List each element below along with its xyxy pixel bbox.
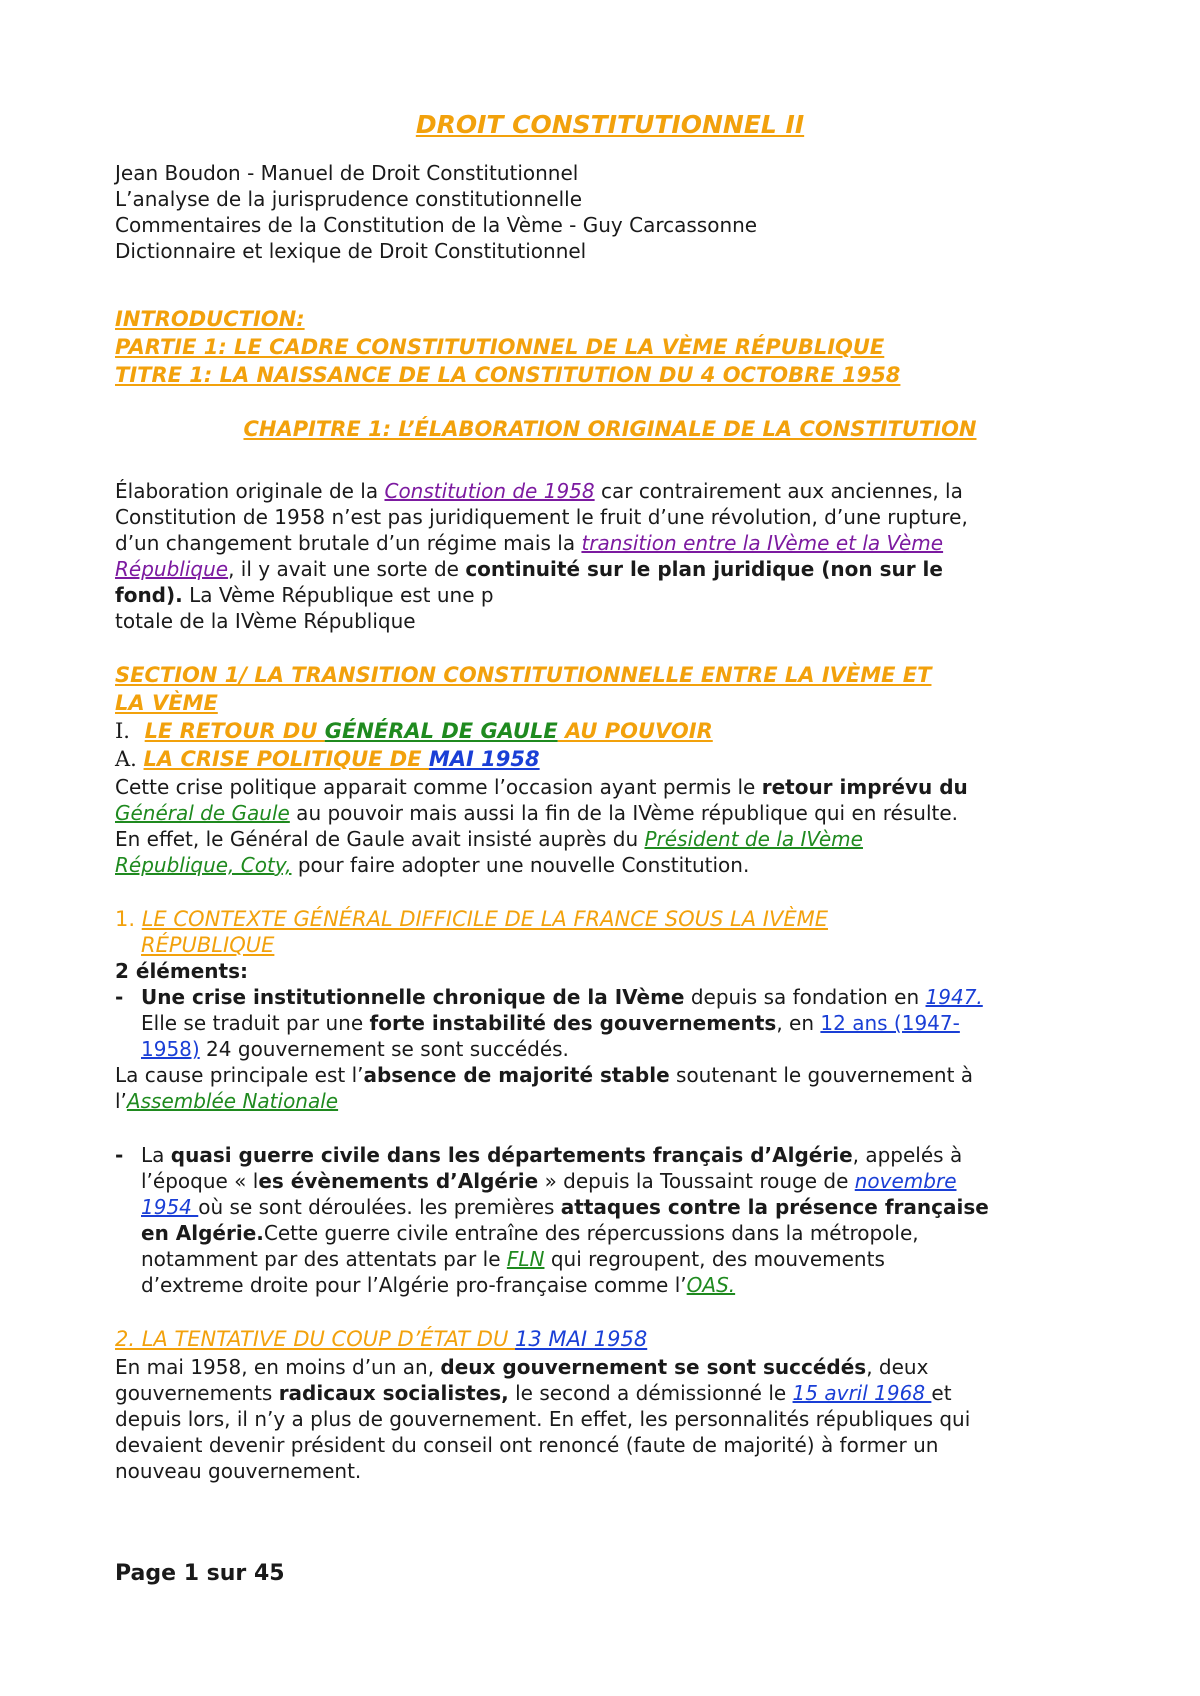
reference-2: L’analyse de la jurisprudence constitutionnelle: [115, 187, 583, 211]
reference-3: Commentaires de la Constitution de la Vème - Guy Carcassonne: [115, 213, 758, 237]
heading-section-1-cont: LA VÈME: [115, 691, 218, 715]
bullet-2-line: 1954 où se sont déroulées. les premières attaques contre la présence française: [141, 1195, 989, 1219]
reference-1: Jean Boudon - Manuel de Droit Constitutionnel: [115, 161, 579, 185]
paragraph-line: République, il y avait une sorte de continuité sur le plan juridique (non sur le: [115, 557, 943, 581]
paragraph-line: nouveau gouvernement.: [115, 1459, 362, 1483]
paragraph-line: d’un changement brutale d’un régime mais la transition entre la IVème et la Vème: [115, 531, 944, 555]
link-president-ivieme[interactable]: Président de la IVème: [644, 827, 863, 851]
paragraph-line: La cause principale est l’absence de majorité stable soutenant le gouvernement à: [115, 1063, 974, 1087]
link-15-avril-1968[interactable]: 15 avril 1968: [792, 1381, 932, 1405]
reference-4: Dictionnaire et lexique de Droit Constitutionnel: [115, 239, 587, 263]
bullet-2-line: notamment par des attentats par le FLN qui regroupent, des mouvements: [141, 1247, 885, 1271]
bullet-2: - La quasi guerre civile dans les départements français d’Algérie, appelés à: [115, 1143, 963, 1167]
paragraph-line: totale de la IVème République: [115, 609, 416, 633]
link-1947[interactable]: 1947.: [925, 985, 983, 1009]
heading-section-1: SECTION 1/ LA TRANSITION CONSTITUTIONNELLE ENTRE LA IVÈME ET: [115, 663, 932, 687]
paragraph-line: Constitution de 1958 n’est pas juridiquement le fruit d’une révolution, d’une rupture,: [115, 505, 968, 529]
heading-partie-1: PARTIE 1: LE CADRE CONSTITUTIONNEL DE LA VÈME RÉPUBLIQUE: [115, 335, 885, 359]
bullet-1-line: 1958) 24 gouvernement se sont succédés.: [141, 1037, 569, 1061]
link-republique-coty[interactable]: République, Coty,: [115, 853, 292, 877]
bullet-2-line: l’époque « les évènements d’Algérie » depuis la Toussaint rouge de novembre: [141, 1169, 957, 1193]
heading-subsection-1: 1. LE CONTEXTE GÉNÉRAL DIFFICILE DE LA FRANCE SOUS LA IVÈME: [115, 907, 828, 931]
link-oas[interactable]: OAS.: [686, 1273, 736, 1297]
bullet-dash: -: [115, 985, 124, 1009]
paragraph-line: l’Assemblée Nationale: [115, 1089, 339, 1113]
heading-i: I. LE RETOUR DU GÉNÉRAL DE GAULE AU POUVOIR: [115, 719, 713, 743]
link-fln[interactable]: FLN: [506, 1247, 545, 1271]
link-constitution-1958[interactable]: Constitution de 1958: [384, 479, 595, 503]
link-general-de-gaule-heading[interactable]: GÉNÉRAL DE GAULE: [324, 719, 558, 743]
paragraph-line: gouvernements radicaux socialistes, le second a démissionné le 15 avril 1968 et: [115, 1381, 952, 1405]
document-title: DROIT CONSTITUTIONNEL II: [415, 110, 805, 139]
link-1958[interactable]: 1958): [141, 1037, 200, 1061]
link-assemblee-nationale[interactable]: Assemblée Nationale: [126, 1089, 339, 1113]
link-mai-1958[interactable]: MAI 1958: [428, 747, 540, 771]
elements-count: 2 éléments:: [115, 959, 248, 983]
paragraph-line: devaient devenir président du conseil ont renoncé (faute de majorité) à former un: [115, 1433, 939, 1457]
heading-a: A. LA CRISE POLITIQUE DE MAI 1958: [115, 747, 540, 771]
heading-chapitre-1: CHAPITRE 1: L’ÉLABORATION ORIGINALE DE LA CONSTITUTION: [243, 417, 977, 441]
paragraph-line: Général de Gaule au pouvoir mais aussi la fin de la IVème république qui en résulte.: [115, 801, 959, 825]
link-1954[interactable]: 1954: [141, 1195, 199, 1219]
bullet-1-line: Elle se traduit par une forte instabilité des gouvernements, en 12 ans (1947-: [141, 1011, 960, 1035]
paragraph-line: fond). La Vème République est une p: [115, 583, 494, 607]
paragraph-line: depuis lors, il n’y a plus de gouvernement. En effet, les personnalités républiques qui: [115, 1407, 971, 1431]
bullet-2-line: d’extreme droite pour l’Algérie pro-française comme l’OAS.: [141, 1273, 736, 1297]
link-12-ans[interactable]: 12 ans (1947-: [820, 1011, 960, 1035]
heading-subsection-1-cont: RÉPUBLIQUE: [141, 933, 275, 957]
paragraph-line: En effet, le Général de Gaule avait insisté auprès du Président de la IVème: [115, 827, 863, 851]
link-general-de-gaule[interactable]: Général de Gaule: [115, 801, 290, 825]
link-13-mai-1958[interactable]: 13 MAI 1958: [515, 1327, 648, 1351]
paragraph-line: Élaboration originale de la Constitution de 1958 car contrairement aux anciennes, la: [115, 479, 963, 503]
link-novembre[interactable]: novembre: [854, 1169, 957, 1193]
heading-introduction: INTRODUCTION:: [115, 307, 305, 331]
page-number: Page 1 sur 45: [115, 1561, 285, 1586]
bullet-2-line: en Algérie.Cette guerre civile entraîne des répercussions dans la métropole,: [141, 1221, 919, 1245]
paragraph-line: Cette crise politique apparait comme l’occasion ayant permis le retour imprévu du: [115, 775, 968, 799]
paragraph-line: République, Coty, pour faire adopter une nouvelle Constitution.: [115, 853, 750, 877]
heading-subsection-2: 2. LA TENTATIVE DU COUP D’ÉTAT DU 13 MAI 1958: [115, 1327, 648, 1351]
bullet-1: - Une crise institutionnelle chronique de la IVème depuis sa fondation en 1947.: [115, 985, 983, 1009]
heading-titre-1: TITRE 1: LA NAISSANCE DE LA CONSTITUTION DU 4 OCTOBRE 1958: [115, 363, 901, 387]
bullet-dash: -: [115, 1143, 124, 1167]
link-republique[interactable]: République: [115, 557, 229, 581]
link-transition[interactable]: transition entre la IVème et la Vème: [581, 531, 944, 555]
paragraph-line: En mai 1958, en moins d’un an, deux gouvernement se sont succédés, deux: [115, 1355, 929, 1379]
